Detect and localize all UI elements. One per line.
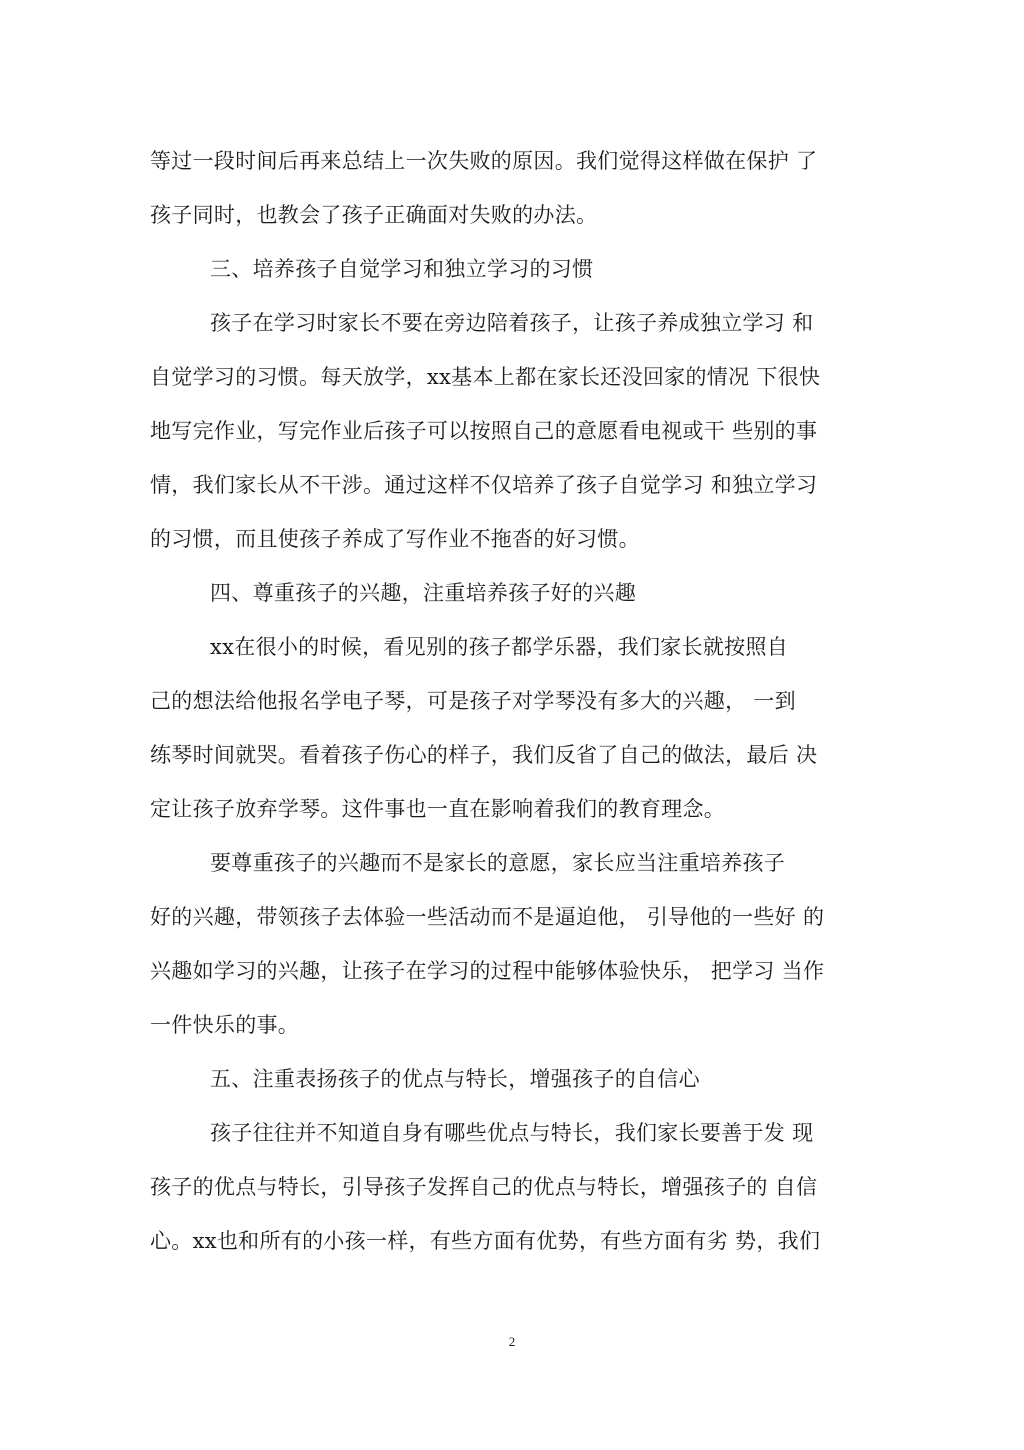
body-text-line: 地写完作业，写完作业后孩子可以按照自己的意愿看电视或干 些别的事 — [150, 419, 818, 443]
body-text-line: 孩子往往并不知道自身有哪些优点与特长，我们家长要善于发 现 — [210, 1121, 814, 1145]
section-heading: 三、培养孩子自觉学习和独立学习的习惯 — [210, 257, 594, 281]
body-text-line: xx在很小的时候，看见别的孩子都学乐器，我们家长就按照自 — [210, 635, 789, 659]
body-text-line: 兴趣如学习的兴趣，让孩子在学习的过程中能够体验快乐， 把学习 当作 — [150, 959, 825, 983]
body-text-line: 孩子在学习时家长不要在旁边陪着孩子，让孩子养成独立学习 和 — [210, 311, 814, 335]
body-text-line: 孩子的优点与特长，引导孩子发挥自己的优点与特长，增强孩子的 自信 — [150, 1175, 818, 1199]
body-text-line: 自觉学习的习惯。每天放学，xx基本上都在家长还没回家的情况 下很快 — [150, 365, 821, 389]
body-text-line: 好的兴趣，带领孩子去体验一些活动而不是逼迫他， 引导他的一些好 的 — [150, 905, 825, 929]
page-number: 2 — [508, 1334, 516, 1349]
body-text-line: 一件快乐的事。 — [150, 1013, 300, 1037]
body-text-line: 练琴时间就哭。看着孩子伤心的样子，我们反省了自己的做法，最后 决 — [150, 743, 818, 767]
body-text-line: 心。xx也和所有的小孩一样，有些方面有优势，有些方面有劣 势，我们 — [150, 1229, 821, 1253]
section-heading: 四、尊重孩子的兴趣，注重培养孩子好的兴趣 — [210, 581, 636, 605]
body-text-line: 要尊重孩子的兴趣而不是家长的意愿，家长应当注重培养孩子 — [210, 851, 786, 875]
body-text-line: 情，我们家长从不干涉。通过这样不仅培养了孩子自觉学习 和独立学习 — [150, 473, 818, 497]
body-text-line: 等过一段时间后再来总结上一次失败的原因。我们觉得这样做在保护 了 — [150, 149, 818, 173]
body-text-line: 定让孩子放弃学琴。这件事也一直在影响着我们的教育理念。 — [150, 797, 726, 821]
body-text-line: 的习惯，而且使孩子养成了写作业不拖沓的好习惯。 — [150, 527, 640, 551]
section-heading: 五、注重表扬孩子的优点与特长，增强孩子的自信心 — [210, 1067, 700, 1091]
body-text-line: 孩子同时，也教会了孩子正确面对失败的办法。 — [150, 203, 598, 227]
body-text-line: 己的想法给他报名学电子琴，可是孩子对学琴没有多大的兴趣， 一到 — [150, 689, 796, 713]
